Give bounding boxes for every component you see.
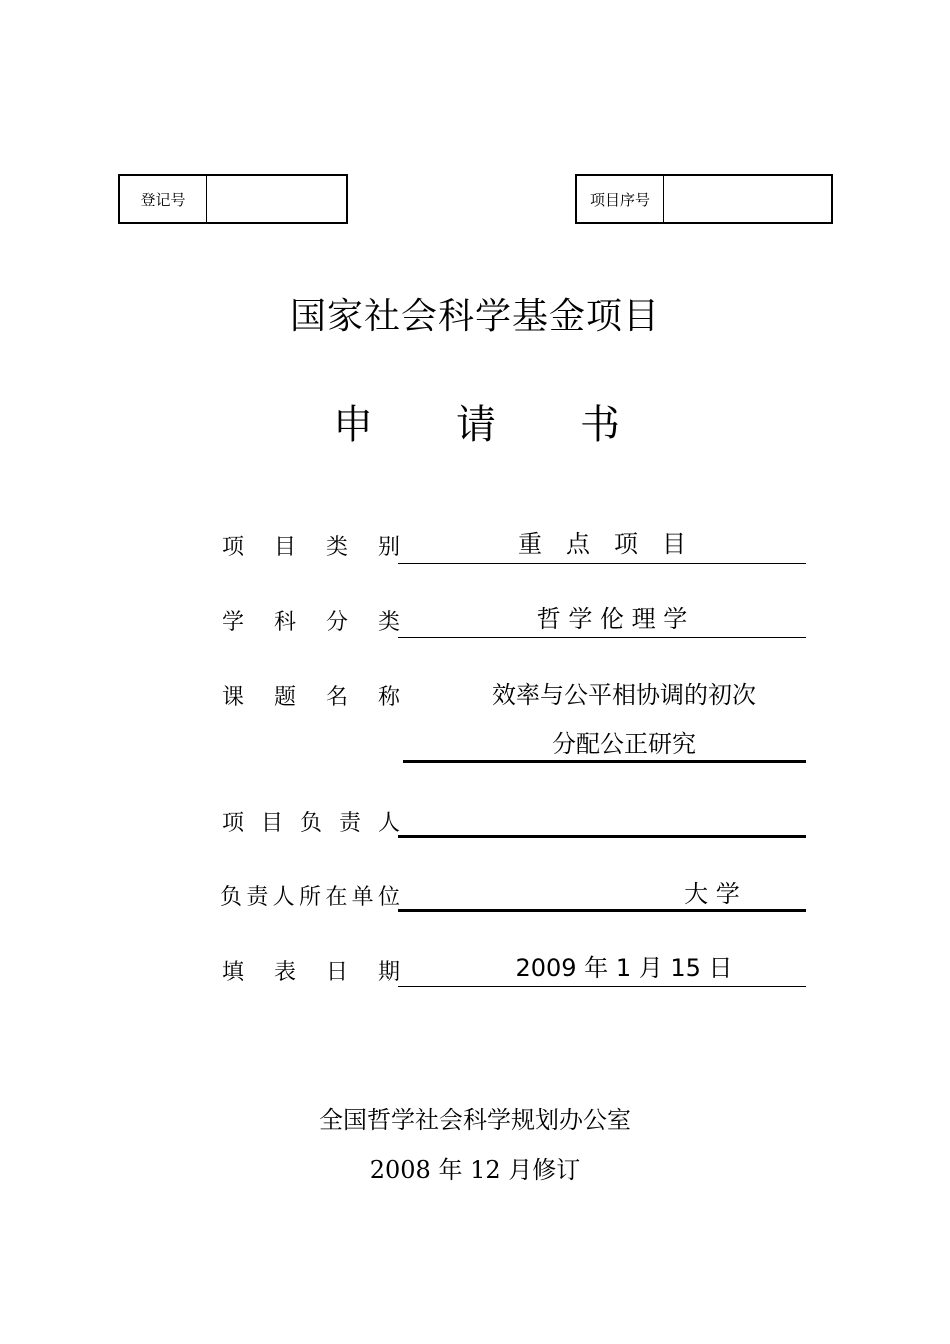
unit-value: 大 学	[684, 880, 740, 908]
project-sequence-field[interactable]	[664, 176, 831, 222]
discipline-label: 学 科 分 类	[222, 610, 400, 635]
document-title: 国家社会科学基金项目	[289, 296, 660, 337]
registration-number-box	[118, 174, 348, 224]
subtitle-char-3: 书	[580, 402, 620, 448]
registration-number-field[interactable]	[207, 176, 346, 222]
subtitle-char-2: 请	[456, 402, 496, 448]
project-category-label: 项 目 类 别	[222, 535, 400, 560]
project-category-value: 重 点 项 目	[518, 530, 686, 558]
discipline-value: 哲 学 伦 理 学	[536, 605, 688, 633]
fill-date-value: 2009 年 1 月 15 日	[515, 954, 733, 982]
fill-date-underline	[398, 986, 806, 987]
topic-name-underline	[403, 760, 806, 763]
unit-underline	[398, 909, 806, 912]
unit-label: 负 责 人 所 在 单 位	[220, 885, 400, 910]
project-leader-label: 项 目 负 责 人	[222, 811, 400, 836]
topic-name-line1: 效率与公平相协调的初次	[492, 681, 756, 709]
project-leader-underline	[398, 835, 806, 838]
discipline-underline	[398, 637, 806, 638]
project-category-underline	[398, 563, 806, 564]
subtitle-char-1: 申	[333, 402, 373, 448]
office-name: 全国哲学社会科学规划办公室	[319, 1106, 631, 1134]
revision-date: 2008 年 12 月修订	[369, 1156, 581, 1184]
topic-name-label: 课 题 名 称	[222, 685, 400, 710]
topic-name-line2: 分配公正研究	[552, 730, 696, 758]
project-sequence-label: 项目序号	[577, 176, 664, 222]
fill-date-label: 填 表 日 期	[222, 960, 400, 985]
project-sequence-box	[575, 174, 833, 224]
registration-number-label: 登记号	[120, 176, 207, 222]
